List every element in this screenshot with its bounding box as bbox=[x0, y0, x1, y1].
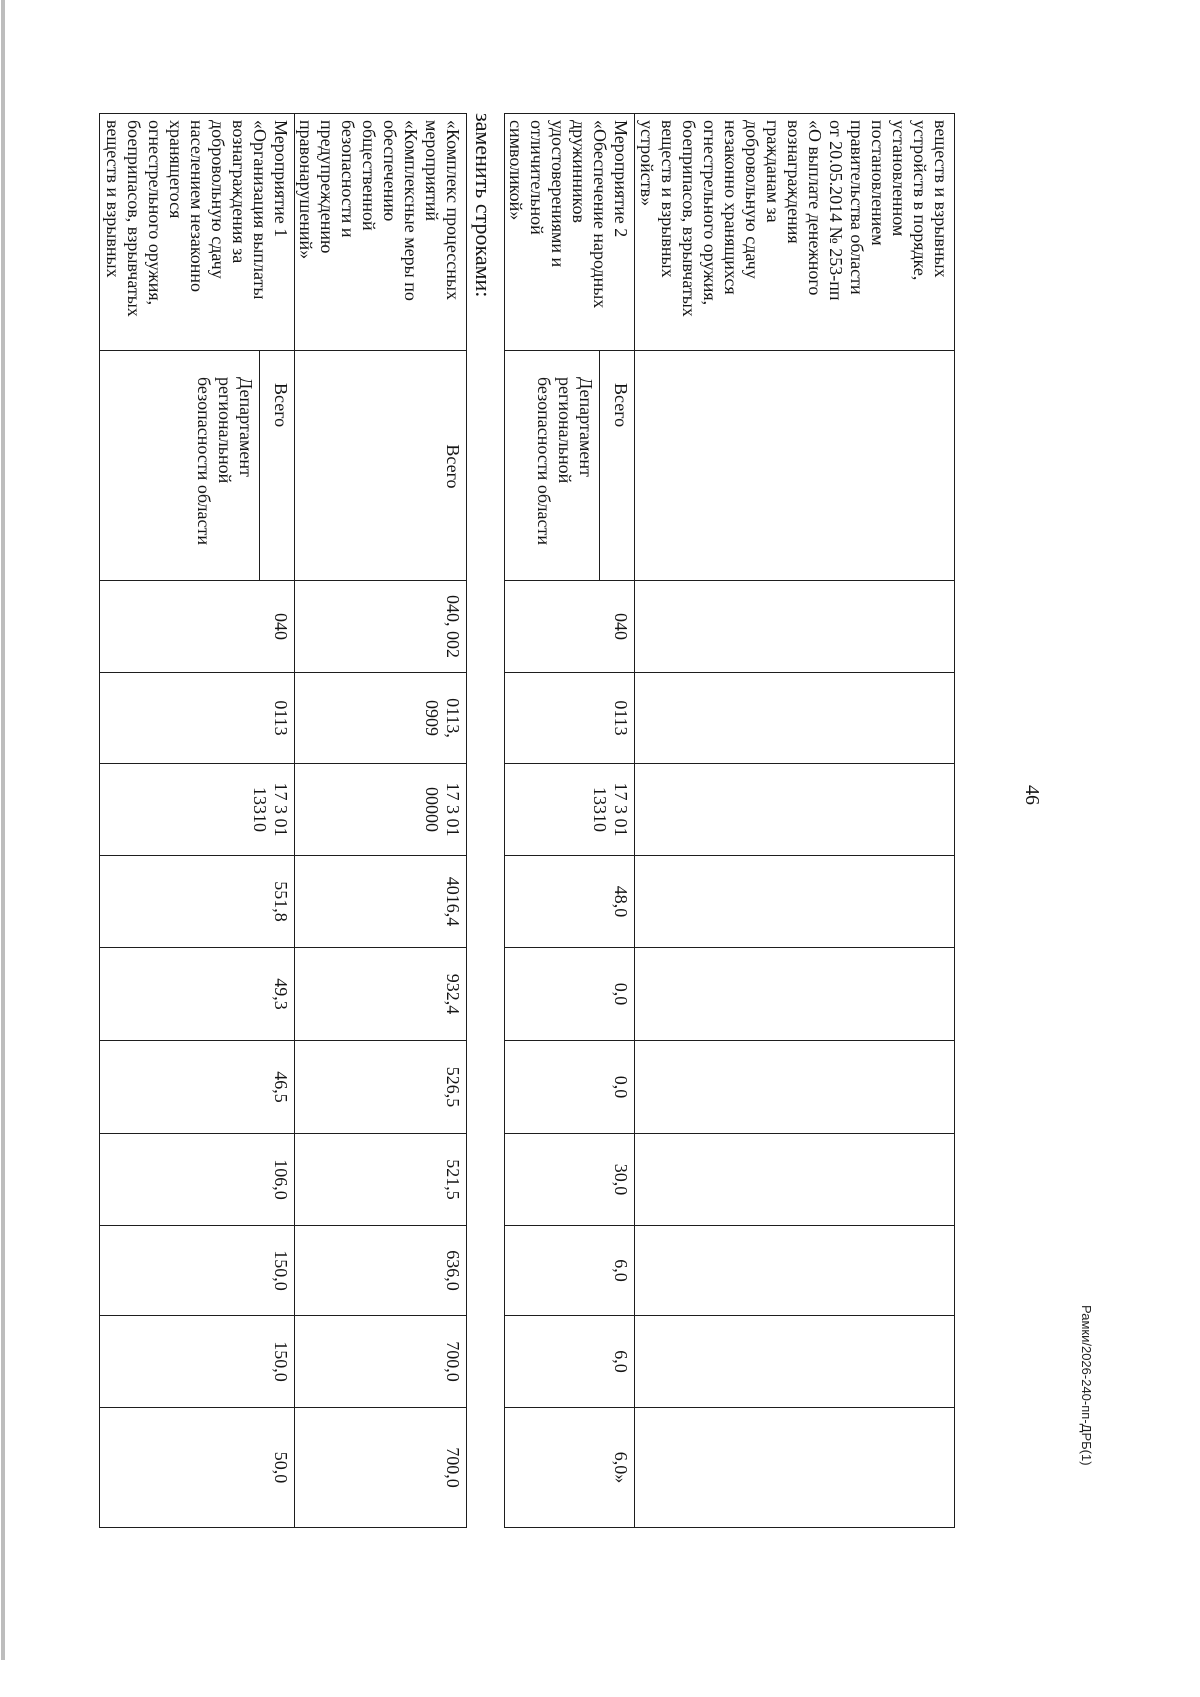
value-text: 48,0 bbox=[611, 885, 631, 918]
value-text: 932,4 bbox=[443, 973, 463, 1015]
executor-department-text: Департамент региональной безопасности области bbox=[534, 377, 596, 545]
value-text: 49,3 bbox=[271, 978, 291, 1010]
value-text: 46,5 bbox=[271, 1071, 291, 1103]
value-text: 551,8 bbox=[271, 881, 291, 922]
value-text: 636,0 bbox=[443, 1250, 463, 1291]
table-body bbox=[100, 114, 467, 1528]
csr-cell bbox=[635, 764, 955, 856]
value-text: 6,0 bbox=[611, 1350, 631, 1373]
value-cell bbox=[505, 1408, 635, 1528]
rz-pr-cell bbox=[295, 673, 467, 764]
value-cell bbox=[295, 856, 467, 948]
value-cell bbox=[100, 1316, 295, 1408]
value-text: 150,0 bbox=[271, 1250, 291, 1291]
value-cell bbox=[295, 1134, 467, 1226]
executor-total-label: Всего bbox=[259, 351, 291, 580]
grbs-cell bbox=[635, 581, 955, 673]
document-code: Рамки/2026-240-пп-ДРБ(1) bbox=[1079, 1305, 1094, 1466]
grbs-cell bbox=[505, 581, 635, 673]
executor-total-label: Всего bbox=[443, 444, 463, 489]
value-cell bbox=[295, 1041, 467, 1134]
value-cell bbox=[635, 1134, 955, 1226]
value-cell bbox=[635, 1316, 955, 1408]
value-cell bbox=[635, 856, 955, 948]
value-cell bbox=[295, 1316, 467, 1408]
rz-pr-code: 0113, 0909 bbox=[422, 698, 463, 738]
value-text: 106,0 bbox=[271, 1159, 291, 1200]
value-cell bbox=[505, 856, 635, 948]
name-cell bbox=[295, 114, 467, 351]
value-text: 6,0» bbox=[611, 1451, 631, 1484]
value-cell bbox=[635, 1226, 955, 1316]
page-number: 46 bbox=[1021, 785, 1043, 805]
value-text: 0,0 bbox=[611, 982, 631, 1006]
name-cell bbox=[505, 114, 635, 351]
name-cell bbox=[635, 114, 955, 351]
value-text: 6,0 bbox=[611, 1259, 631, 1282]
table-row bbox=[100, 114, 295, 1528]
rz-pr-code: 0113 bbox=[271, 700, 291, 736]
executor-cell bbox=[635, 351, 955, 581]
value-text: 700,0 bbox=[443, 1447, 463, 1488]
value-text: 150,0 bbox=[271, 1341, 291, 1382]
csr-cell bbox=[505, 764, 635, 856]
rz-pr-cell bbox=[505, 673, 635, 764]
executor-cell bbox=[505, 351, 635, 581]
grbs-code: 040, 002 bbox=[443, 595, 463, 658]
replace-instruction: заменить строками: bbox=[471, 113, 496, 298]
table-row bbox=[295, 114, 467, 1528]
value-cell bbox=[505, 1041, 635, 1134]
value-cell bbox=[100, 1226, 295, 1316]
value-cell bbox=[635, 948, 955, 1041]
csr-cell bbox=[100, 764, 295, 856]
value-text: 0,0 bbox=[611, 1075, 631, 1099]
value-cell bbox=[505, 1316, 635, 1408]
value-text: 50,0 bbox=[271, 1451, 291, 1484]
program-table-original bbox=[504, 113, 955, 1528]
value-cell bbox=[635, 1041, 955, 1134]
rz-pr-code: 0113 bbox=[611, 700, 631, 736]
value-text: 526,5 bbox=[443, 1066, 463, 1108]
csr-code: 17 3 01 00000 bbox=[422, 782, 463, 837]
grbs-cell bbox=[295, 581, 467, 673]
executor-department-text: Департамент региональной безопасности области bbox=[194, 377, 256, 545]
value-cell bbox=[505, 1226, 635, 1316]
table-body bbox=[505, 114, 955, 1528]
row-name-text: Мероприятие 1 «Организация выплаты вознаграждения за добровольную сдачу населением незаконно хранящегося огнестрельного оружия, боеприпасов, взрывчатых веществ и взрывных bbox=[103, 120, 291, 317]
grbs-code: 040 bbox=[271, 613, 291, 640]
value-cell bbox=[505, 948, 635, 1041]
value-cell bbox=[505, 1134, 635, 1226]
csr-code: 17 3 01 13310 bbox=[250, 782, 291, 837]
value-cell bbox=[295, 1226, 467, 1316]
value-cell bbox=[100, 1134, 295, 1226]
value-cell bbox=[100, 1041, 295, 1134]
name-cell bbox=[100, 114, 295, 351]
value-text: 30,0 bbox=[611, 1163, 631, 1196]
executor-total-label: Всего bbox=[599, 351, 631, 580]
row-name-text: «Комплекс процессных мероприятий «Комплексные меры по обеспечению общественной безопасности и предупреждению правонарушений» bbox=[296, 120, 463, 301]
rz-pr-cell bbox=[100, 673, 295, 764]
table-row bbox=[635, 114, 955, 1528]
rz-pr-cell bbox=[635, 673, 955, 764]
csr-cell bbox=[295, 764, 467, 856]
row-name-text: веществ и взрывных устройств в порядке, установленном постановлением правительства области от 20.05.2014 № 253-пп «О выплате денежного вознаграждения гражданам за добровольную сдачу незаконно хранящихся огнестрельного оружия, боеприпасов, взрывчатых веществ и взрывных устройств» bbox=[637, 120, 951, 317]
value-cell bbox=[295, 1408, 467, 1528]
program-table-replacement bbox=[99, 113, 467, 1528]
grbs-cell bbox=[100, 581, 295, 673]
value-text: 700,0 bbox=[443, 1341, 463, 1382]
table-row bbox=[505, 114, 635, 1528]
executor-cell bbox=[100, 351, 295, 581]
value-text: 4016,4 bbox=[443, 876, 463, 927]
value-text: 521,5 bbox=[443, 1159, 463, 1200]
row-name-text: Мероприятие 2 «Обеспечение народных дружинников удостоверениями и отличительной символикой» bbox=[506, 120, 631, 309]
grbs-code: 040 bbox=[611, 613, 631, 640]
executor-cell bbox=[295, 351, 467, 581]
csr-code: 17 3 01 13310 bbox=[590, 782, 631, 837]
value-cell bbox=[295, 948, 467, 1041]
value-cell bbox=[635, 1408, 955, 1528]
value-cell bbox=[100, 1408, 295, 1528]
value-cell bbox=[100, 856, 295, 948]
value-cell bbox=[100, 948, 295, 1041]
